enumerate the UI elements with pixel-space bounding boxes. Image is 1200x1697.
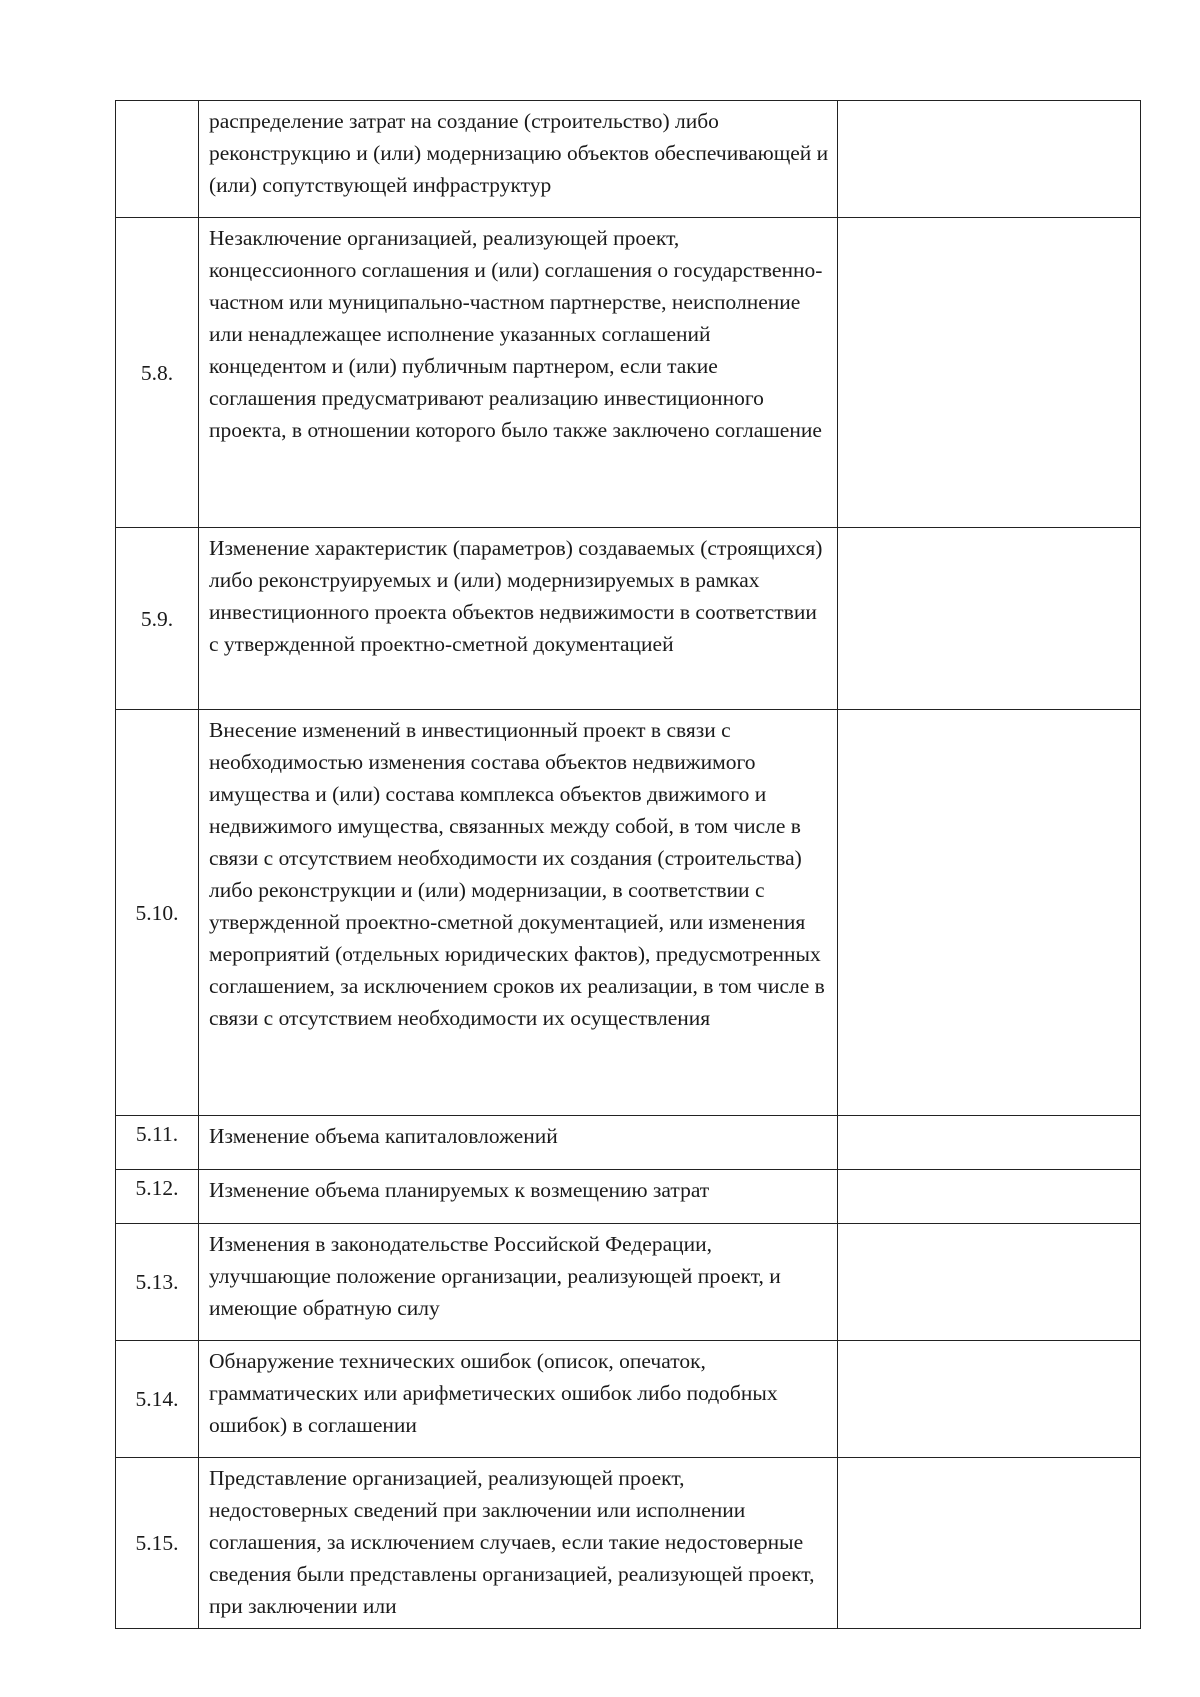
- table-row: [116, 528, 1141, 710]
- row-number: 5.13.: [135, 1270, 179, 1294]
- row-number-cell: [116, 1341, 199, 1458]
- conditions-table: [115, 100, 1141, 1629]
- table-row: [116, 1170, 1141, 1224]
- row-text-cell: [199, 101, 838, 218]
- row-number-cell: [116, 1224, 199, 1341]
- row-value-cell: [838, 1170, 1141, 1224]
- row-description: Обнаружение технических ошибок (описок, опечаток, грамматических или арифметических ошибок либо подобных ошибок) в соглашении: [209, 1349, 778, 1437]
- row-description: Изменение характеристик (параметров) создаваемых (строящихся) либо реконструируемых и (или) модернизируемых в рамках инвестиционного проекта объектов недвижимости в соответствии с утвержденной проектно-сметной документацией: [209, 536, 823, 656]
- table-row: [116, 1341, 1141, 1458]
- table-row: [116, 1224, 1141, 1341]
- row-description: Внесение изменений в инвестиционный проект в связи с необходимостью изменения состава объектов недвижимого имущества и (или) состава комплекса объектов движимого и недвижимого имущества, связанных между собой, в том числе в связи с отсутствием необходимости их создания (строительства) либо реконструкции и (или) модернизации, в соответствии с утвержденной проектно-сметной документацией, или изменения мероприятий (отдельных юридических фактов), предусмотренных соглашением, за исключением сроков их реализации, в том числе в связи с отсутствием необходимости их осуществления: [209, 718, 825, 1030]
- row-text-cell: [199, 218, 838, 528]
- row-text-cell: [199, 710, 838, 1116]
- row-number: 5.14.: [135, 1387, 179, 1411]
- row-number: 5.15.: [135, 1531, 179, 1555]
- row-text-cell: [199, 1116, 838, 1170]
- row-number-cell: [116, 1170, 199, 1224]
- table-row: [116, 1458, 1141, 1629]
- row-description: Изменения в законодательстве Российской Федерации, улучшающие положение организации, реализующей проект, и имеющие обратную силу: [209, 1232, 781, 1320]
- row-description: Представление организацией, реализующей проект, недостоверных сведений при заключении или исполнении соглашения, за исключением случаев, если такие недостоверные сведения были представлены организацией, реализующей проект, при заключении или: [209, 1466, 815, 1618]
- row-number: 5.11.: [135, 1122, 179, 1146]
- row-text-cell: [199, 528, 838, 710]
- row-number: 5.9.: [140, 606, 174, 631]
- row-description: Незаключение организацией, реализующей проект, концессионного соглашения и (или) соглашения о государственно-частном или муниципально-частном партнерстве, неисполнение или ненадлежащее исполнение указанных соглашений концедентом и (или) публичным партнером, если такие соглашения предусматривают реализацию инвестиционного проекта, в отношении которого было также заключено соглашение: [209, 226, 823, 442]
- row-number-cell: [116, 1116, 199, 1170]
- row-value-cell: [838, 218, 1141, 528]
- row-description: распределение затрат на создание (строительство) либо реконструкцию и (или) модернизацию объектов обеспечивающей и (или) сопутствующей инфраструктур: [209, 109, 829, 197]
- row-description: Изменение объема планируемых к возмещению затрат: [209, 1178, 710, 1202]
- row-number-cell: [116, 710, 199, 1116]
- row-text-cell: [199, 1170, 838, 1224]
- table-row: [116, 101, 1141, 218]
- row-number-cell: [116, 1458, 199, 1629]
- row-number: 5.10.: [135, 900, 179, 925]
- row-number-cell: [116, 101, 199, 218]
- row-value-cell: [838, 1224, 1141, 1341]
- table-row: [116, 1116, 1141, 1170]
- row-number-cell: [116, 528, 199, 710]
- table-row: [116, 218, 1141, 528]
- row-value-cell: [838, 1116, 1141, 1170]
- row-value-cell: [838, 1341, 1141, 1458]
- table-row: [116, 710, 1141, 1116]
- row-text-cell: [199, 1224, 838, 1341]
- row-text-cell: [199, 1341, 838, 1458]
- row-text-cell: [199, 1458, 838, 1629]
- row-value-cell: [838, 1458, 1141, 1629]
- row-number-cell: [116, 218, 199, 528]
- row-number: 5.12.: [135, 1176, 179, 1200]
- row-value-cell: [838, 528, 1141, 710]
- row-number: 5.8.: [140, 360, 174, 385]
- row-value-cell: [838, 101, 1141, 218]
- row-description: Изменение объема капиталовложений: [209, 1124, 558, 1148]
- row-value-cell: [838, 710, 1141, 1116]
